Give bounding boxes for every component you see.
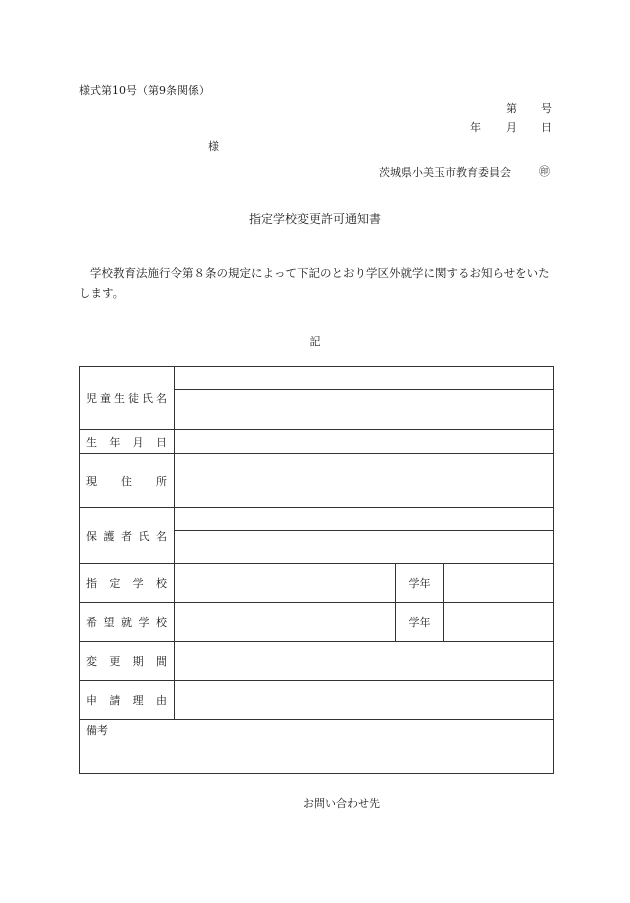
application-details-table [79,366,554,774]
label-char: 希 [86,616,97,629]
address-label-chars [86,473,167,489]
change-period-label [80,642,175,681]
guardian-name-field[interactable] [175,531,554,564]
label-char: 期 [132,655,144,668]
label-char: 年 [109,435,121,449]
student-name-furigana-field[interactable] [175,367,554,390]
label-char: 変 [86,655,97,668]
ki-heading: 記 [309,335,321,348]
reason-label-chars [86,692,167,708]
label-char: 保 [86,529,97,543]
remarks-field[interactable] [80,720,554,774]
issuer-name: 茨城県小美玉市教育委員会 [379,166,511,179]
guardian-name-label [80,508,175,564]
address-label [80,454,175,508]
date-day-label: 日 [541,121,552,134]
label-char: 者 [121,529,132,543]
document-number-prefix: 第 [506,102,517,115]
inquiry-heading: お問い合わせ先 [303,797,380,810]
seal-mark: ㊞ [539,165,550,178]
label-char: 学 [132,577,144,590]
document-title: 指定学校変更許可通知書 [248,212,381,226]
student-name-label-chars [86,390,167,406]
label-char: 氏 [142,392,153,405]
designated-school-field[interactable] [175,564,396,603]
label-char: 学 [138,616,150,629]
date-year-label: 年 [470,121,481,134]
label-char: 徒 [128,392,139,405]
label-char: 氏 [138,529,150,543]
label-char: 生 [114,392,125,405]
addressee-honorific: 様 [208,140,219,153]
label-char: 日 [155,435,167,449]
label-char: 請 [109,694,121,707]
label-char: 間 [155,655,167,668]
label-char: 望 [103,616,115,629]
reason-label [80,681,175,720]
label-char: 定 [109,577,121,590]
change-period-label-chars [86,653,167,669]
label-char: 就 [121,616,132,629]
guardian-name-furigana-field[interactable] [175,508,554,531]
label-char: 名 [156,529,167,543]
label-char: 生 [86,435,97,449]
birth-date-label-chars [86,434,167,450]
label-char: 月 [132,435,144,449]
reason-field[interactable] [175,681,554,720]
body-text: 学校教育法施行令第８条の規定によって下記のとおり学区外就学に関するお知らせをいたします。 [79,266,550,300]
designated-grade-field[interactable] [444,564,554,603]
label-char: 指 [86,577,97,590]
desired-grade-field[interactable] [444,603,554,642]
label-char: 申 [86,694,97,707]
label-char: 理 [132,694,144,707]
desired-grade-label: 学年 [396,603,444,642]
designated-school-label-chars [86,575,167,591]
guardian-name-label-chars [86,528,167,544]
designated-grade-label: 学年 [396,564,444,603]
desired-school-label [80,603,175,642]
label-char: 校 [155,577,167,590]
label-char: 児 [86,392,97,405]
document-number-suffix: 号 [541,102,552,115]
designated-school-label [80,564,175,603]
label-char: 現 [86,474,97,488]
remarks-label: 備考 [86,724,108,737]
birth-date-field[interactable] [175,430,554,454]
desired-school-label-chars [86,614,167,630]
address-field[interactable] [175,454,554,508]
label-char: 童 [100,392,111,405]
label-char: 住 [121,474,132,488]
label-char: 護 [103,529,115,543]
label-char: 名 [156,392,167,405]
change-period-field[interactable] [175,642,554,681]
form-number: 様式第10号（第9条関係） [79,84,210,97]
date-month-label: 月 [506,121,517,134]
label-char: 更 [109,655,121,668]
desired-school-field[interactable] [175,603,396,642]
birth-date-label [80,430,175,454]
label-char: 由 [155,694,167,707]
student-name-label [80,367,175,430]
student-name-field[interactable] [175,390,554,430]
label-char: 所 [156,474,167,488]
label-char: 校 [156,616,167,629]
